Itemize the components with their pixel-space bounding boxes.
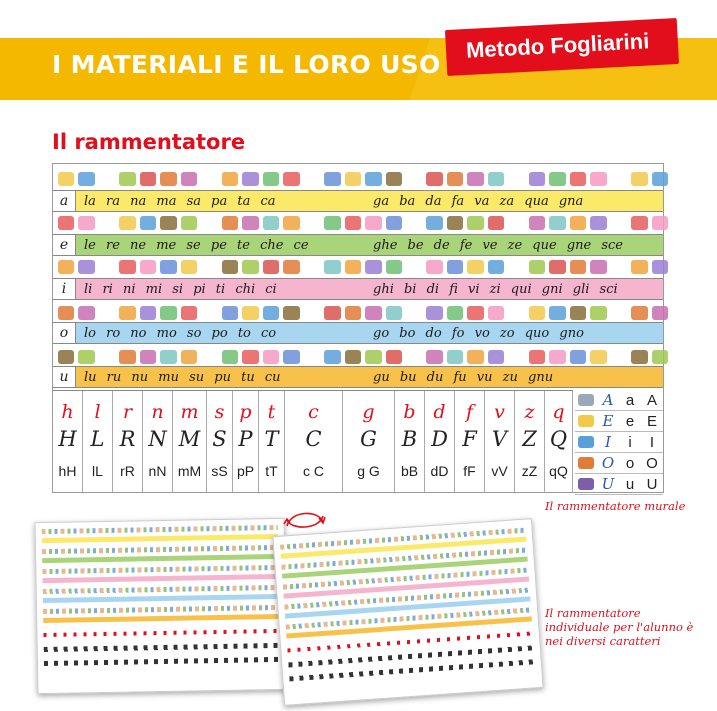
picture-icon <box>181 350 197 364</box>
picture-icon <box>242 306 258 320</box>
swap-arrows-icon <box>281 508 329 532</box>
vowel-box-row <box>575 390 663 411</box>
picture-icon <box>78 350 94 364</box>
letter-cursive-lower: r <box>122 401 133 423</box>
letter-column <box>515 391 545 493</box>
letter-cursive-upper: M <box>178 427 201 451</box>
picture-icon <box>488 216 504 230</box>
picture-icon <box>488 350 504 364</box>
letter-print: c C <box>303 463 324 479</box>
picture-icon <box>365 260 381 274</box>
letter-cursive-upper: Q <box>549 427 568 451</box>
syllables-left: le re ne me se pe te che ce <box>84 237 309 253</box>
picture-icon <box>447 260 463 274</box>
letter-print: qQ <box>549 463 568 479</box>
picture-row <box>53 346 668 368</box>
picture-icon <box>283 260 299 274</box>
syllables-right: ga ba da fa va za qua gna <box>373 193 584 209</box>
letter-cursive-lower: g <box>362 401 375 423</box>
picture-icon <box>467 216 483 230</box>
letter-cursive-upper: S <box>212 427 227 451</box>
letter-column <box>143 391 173 493</box>
picture-icon <box>58 260 74 274</box>
vowel-upper: O <box>646 454 658 472</box>
vowel-label: o <box>53 323 76 343</box>
picture-icon <box>488 306 504 320</box>
picture-icon <box>119 172 135 186</box>
picture-icon <box>324 306 340 320</box>
letter-column <box>53 391 83 493</box>
vowel-upper: A <box>646 391 657 409</box>
picture-icon <box>426 172 442 186</box>
picture-icon <box>181 172 197 186</box>
picture-icon <box>78 216 94 230</box>
picture-icon <box>345 172 361 186</box>
picture-icon <box>140 350 156 364</box>
letter-column <box>395 391 425 493</box>
picture-icon <box>488 172 504 186</box>
picture-icon <box>590 350 606 364</box>
picture-icon <box>426 216 442 230</box>
picture-icon <box>631 350 647 364</box>
picture-icon <box>181 306 197 320</box>
picture-icon <box>222 216 238 230</box>
letter-cursive-lower: p <box>239 401 252 423</box>
letter-column <box>343 391 395 493</box>
picture-icon <box>58 350 74 364</box>
picture-icon <box>426 350 442 364</box>
picture-icon <box>78 306 94 320</box>
vowel-label: u <box>53 367 76 387</box>
picture-icon <box>549 350 565 364</box>
letter-print: lL <box>92 463 103 479</box>
letter-column <box>545 391 573 493</box>
syllables-right: gu bu du fu vu zu gnu <box>373 369 554 385</box>
vowel-lower: o <box>625 454 635 472</box>
picture-icon <box>140 216 156 230</box>
vowel-cursive: I <box>605 433 611 451</box>
letter-cursive-upper: C <box>305 427 322 451</box>
letter-column <box>259 391 285 493</box>
picture-icon <box>631 306 647 320</box>
vowel-picture-icon <box>578 415 594 427</box>
picture-icon <box>283 350 299 364</box>
picture-icon <box>160 216 176 230</box>
caption-wall-chart: Il rammentatore murale <box>545 499 686 513</box>
vowel-picture-icon <box>578 478 594 490</box>
mini-picture-row <box>43 585 279 594</box>
picture-icon <box>119 260 135 274</box>
picture-icon <box>652 306 668 320</box>
syllables-right: ghi bi di fi vi zi qui gni gli sci <box>373 281 618 297</box>
picture-icon <box>447 306 463 320</box>
letter-print: vV <box>491 463 508 479</box>
letter-print: bB <box>400 463 419 479</box>
picture-icon <box>447 350 463 364</box>
picture-icon <box>242 350 258 364</box>
picture-icon <box>283 172 299 186</box>
vowel-box <box>575 390 663 492</box>
syllable-band-e <box>53 234 663 256</box>
picture-icon <box>549 216 565 230</box>
syllable-band-a <box>53 190 663 212</box>
picture-icon <box>345 350 361 364</box>
letter-cursive-upper: B <box>401 427 418 451</box>
letter-print: g G <box>357 463 380 479</box>
vowel-cursive: O <box>601 454 615 472</box>
picture-icon <box>529 306 545 320</box>
picture-icon <box>324 350 340 364</box>
wall-chart <box>52 163 664 493</box>
syllables-left: lu ru nu mu su pu tu cu <box>84 369 281 385</box>
picture-icon <box>529 350 545 364</box>
picture-icon <box>529 172 545 186</box>
picture-icon <box>467 260 483 274</box>
picture-icon <box>242 216 258 230</box>
picture-icon <box>590 306 606 320</box>
letter-cursive-upper: G <box>360 427 377 451</box>
letter-cursive-upper: L <box>90 427 105 451</box>
vowel-upper: U <box>646 475 658 493</box>
letter-cursive-lower: v <box>494 401 505 423</box>
picture-icon <box>58 216 74 230</box>
letter-cursive-lower: f <box>465 401 474 423</box>
picture-icon <box>426 306 442 320</box>
picture-icon <box>263 260 279 274</box>
picture-icon <box>324 216 340 230</box>
picture-icon <box>222 306 238 320</box>
letter-print: pP <box>236 463 255 479</box>
picture-icon <box>242 260 258 274</box>
picture-icon <box>365 306 381 320</box>
letter-cursive-lower: n <box>151 401 164 423</box>
picture-icon <box>58 172 74 186</box>
letter-print: rR <box>120 463 135 479</box>
letter-cursive-lower: d <box>433 401 446 423</box>
picture-icon <box>386 260 402 274</box>
syllables-left: la ra na ma sa pa ta ca <box>84 193 276 209</box>
picture-icon <box>386 172 402 186</box>
picture-icon <box>181 216 197 230</box>
vowel-lower: a <box>625 391 635 409</box>
picture-icon <box>631 172 647 186</box>
picture-icon <box>263 306 279 320</box>
picture-icon <box>140 260 156 274</box>
letter-cursive-upper: N <box>148 427 167 451</box>
vowel-picture-icon <box>578 436 594 448</box>
picture-icon <box>652 172 668 186</box>
letters-grid <box>53 390 573 493</box>
syllables-left: lo ro no mo so po to co <box>84 325 277 341</box>
picture-icon <box>324 260 340 274</box>
mini-picture-row <box>42 545 278 554</box>
picture-icon <box>467 172 483 186</box>
picture-icon <box>386 216 402 230</box>
letter-print: hH <box>58 463 77 479</box>
picture-icon <box>263 350 279 364</box>
letter-cursive-lower: c <box>308 401 319 423</box>
letter-print: tT <box>265 463 278 479</box>
picture-icon <box>365 172 381 186</box>
vowel-label: i <box>53 279 76 299</box>
picture-icon <box>570 260 586 274</box>
picture-icon <box>78 260 94 274</box>
picture-icon <box>263 216 279 230</box>
letter-cursive-lower: s <box>214 401 225 423</box>
letter-column <box>83 391 113 493</box>
picture-icon <box>590 172 606 186</box>
vowel-label: a <box>53 191 76 211</box>
picture-icon <box>119 216 135 230</box>
picture-icon <box>386 350 402 364</box>
letter-print: nN <box>148 463 167 479</box>
picture-icon <box>570 306 586 320</box>
syllables-left: li ri ni mi si pi ti chi ci <box>84 281 277 297</box>
picture-icon <box>222 350 238 364</box>
picture-icon <box>222 172 238 186</box>
mini-letters-red <box>43 629 279 637</box>
vowel-upper: I <box>649 433 655 451</box>
picture-icon <box>549 172 565 186</box>
picture-icon <box>590 216 606 230</box>
letter-cursive-upper: Z <box>522 427 537 451</box>
vowel-box-row <box>575 453 663 474</box>
mini-syllable-band <box>42 534 278 543</box>
picture-icon <box>78 172 94 186</box>
vowel-upper: E <box>646 412 657 430</box>
letter-cursive-lower: q <box>552 401 565 423</box>
picture-icon <box>386 306 402 320</box>
letter-print: zZ <box>521 463 538 479</box>
picture-icon <box>283 216 299 230</box>
picture-icon <box>58 306 74 320</box>
picture-icon <box>140 172 156 186</box>
picture-icon <box>160 306 176 320</box>
mini-picture-row <box>42 525 278 534</box>
syllables-right: go bo do fo vo zo quo gno <box>373 325 584 341</box>
picture-icon <box>652 350 668 364</box>
picture-icon <box>181 260 197 274</box>
vowel-lower: e <box>625 412 635 430</box>
mini-letters-print <box>44 657 280 666</box>
picture-icon <box>652 260 668 274</box>
vowel-lower: u <box>625 475 635 493</box>
letter-column <box>113 391 143 493</box>
letter-column <box>285 391 343 493</box>
picture-icon <box>222 260 238 274</box>
letter-column <box>233 391 259 493</box>
picture-icon <box>570 172 586 186</box>
letter-print: fF <box>463 463 476 479</box>
individual-sheet-print <box>272 518 543 706</box>
picture-icon <box>426 260 442 274</box>
picture-icon <box>467 306 483 320</box>
picture-icon <box>529 260 545 274</box>
letter-column <box>425 391 455 493</box>
page-title: I MATERIALI E IL LORO USO <box>52 50 441 79</box>
picture-icon <box>467 350 483 364</box>
vowel-cursive: U <box>601 475 615 493</box>
picture-icon <box>160 350 176 364</box>
letter-cursive-lower: l <box>94 401 101 423</box>
picture-icon <box>283 306 299 320</box>
picture-icon <box>324 172 340 186</box>
letter-print: mM <box>177 463 202 479</box>
mini-syllable-band <box>42 554 278 563</box>
mini-syllable-band <box>42 574 278 583</box>
letter-cursive-upper: D <box>431 427 448 451</box>
letter-cursive-lower: m <box>180 401 199 423</box>
picture-icon <box>590 260 606 274</box>
syllable-band-o <box>53 322 663 344</box>
letter-column <box>173 391 207 493</box>
picture-icon <box>119 306 135 320</box>
picture-icon <box>160 260 176 274</box>
brand-label: Metodo Fogliarini <box>465 28 650 63</box>
picture-icon <box>345 216 361 230</box>
picture-icon <box>140 306 156 320</box>
syllable-band-u <box>53 366 663 388</box>
vowel-box-row <box>575 411 663 432</box>
vowel-picture-icon <box>578 394 594 406</box>
letter-cursive-lower: h <box>61 401 74 423</box>
letter-column <box>455 391 485 493</box>
letter-print: dD <box>430 463 449 479</box>
picture-icon <box>119 350 135 364</box>
picture-icon <box>345 260 361 274</box>
picture-icon <box>549 260 565 274</box>
letter-column <box>485 391 515 493</box>
letter-column <box>207 391 233 493</box>
mini-letters-black <box>44 643 280 652</box>
picture-icon <box>631 216 647 230</box>
picture-icon <box>652 216 668 230</box>
letter-print: sS <box>211 463 228 479</box>
picture-row <box>53 168 668 190</box>
picture-row <box>53 302 668 324</box>
picture-icon <box>365 216 381 230</box>
section-title: Il rammentatore <box>52 130 246 154</box>
vowel-cursive: E <box>602 412 614 430</box>
picture-icon <box>447 172 463 186</box>
picture-icon <box>160 172 176 186</box>
picture-icon <box>345 306 361 320</box>
picture-icon <box>488 260 504 274</box>
mini-syllable-band <box>43 614 279 623</box>
letter-cursive-lower: t <box>267 401 276 423</box>
letter-cursive-upper: T <box>264 427 279 451</box>
vowel-lower: i <box>628 433 632 451</box>
vowel-label: e <box>53 235 76 255</box>
vowel-box-row <box>575 474 663 495</box>
letter-cursive-upper: H <box>58 427 77 451</box>
picture-icon <box>263 172 279 186</box>
syllables-right: ghe be de fe ve ze que gne sce <box>373 237 623 253</box>
vowel-cursive: A <box>602 391 614 409</box>
letter-cursive-upper: V <box>491 427 508 451</box>
vowel-picture-icon <box>578 457 594 469</box>
mini-syllable-band <box>43 594 279 603</box>
picture-icon <box>447 216 463 230</box>
letter-cursive-upper: F <box>462 427 477 451</box>
picture-icon <box>570 216 586 230</box>
picture-icon <box>365 350 381 364</box>
letter-cursive-upper: R <box>119 427 136 451</box>
picture-icon <box>631 260 647 274</box>
individual-sheet-cursive <box>35 518 288 694</box>
caption-individual-chart: Il rammentatore individuale per l'alunno è nei diversi caratteri <box>545 606 694 648</box>
picture-icon <box>529 216 545 230</box>
letter-cursive-lower: b <box>403 401 416 423</box>
picture-row <box>53 256 668 278</box>
letter-cursive-lower: z <box>524 401 535 423</box>
picture-icon <box>549 306 565 320</box>
letter-cursive-upper: P <box>238 427 253 451</box>
mini-picture-row <box>42 565 278 574</box>
vowel-box-row <box>575 432 663 453</box>
syllable-band-i <box>53 278 663 300</box>
picture-icon <box>570 350 586 364</box>
picture-icon <box>242 172 258 186</box>
picture-row <box>53 212 668 234</box>
mini-picture-row <box>43 605 279 614</box>
